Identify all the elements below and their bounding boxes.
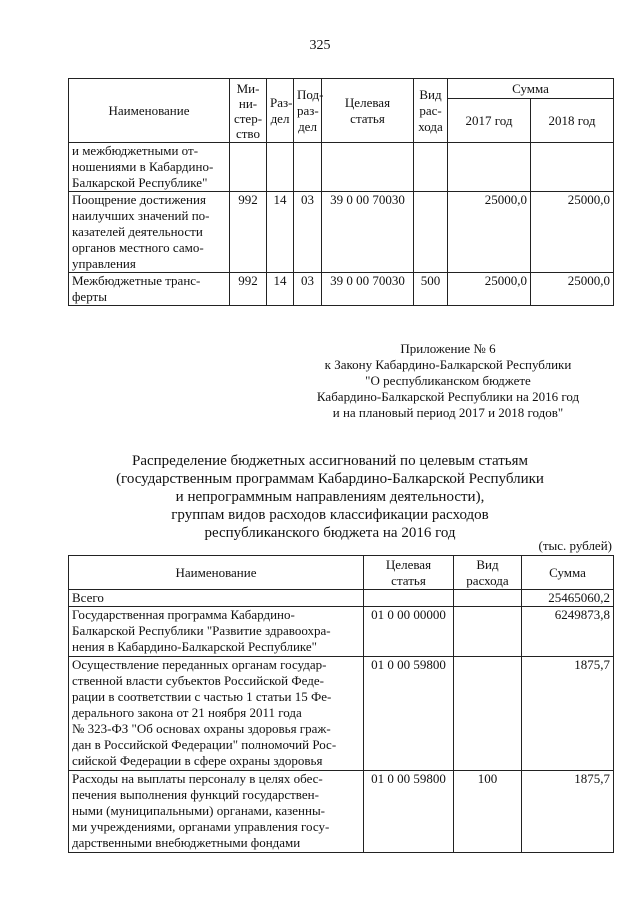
row-subsection: 03: [294, 192, 322, 273]
row-sum: 1875,7: [522, 771, 614, 853]
row-name: Государственная программа Кабардино- Балкарской Республики "Развитие здравоохра- нения в Кабардино-Балкарской Республике": [69, 607, 364, 657]
page-number: 325: [309, 38, 331, 53]
header-year-2018: 2018 год: [531, 99, 614, 143]
row-subsection: [294, 143, 322, 192]
row-expense-type: [454, 657, 522, 771]
row-section: 14: [267, 273, 294, 306]
table-row: [69, 143, 614, 192]
table-row: [69, 607, 614, 657]
annex-line: "О республиканском бюджете: [365, 373, 531, 388]
row-expense-type: [454, 607, 522, 657]
row-expense-type: 500: [414, 273, 448, 306]
header-target: Целевая статья: [322, 79, 414, 143]
annex-line: к Закону Кабардино-Балкарской Республики: [324, 357, 572, 372]
row-target: 01 0 00 00000: [364, 607, 454, 657]
row-name: Осуществление переданных органам государ- ственной власти субъектов Российской Феде- рации в соответствии с частью 1 статьи 15 Фе- дерального закона от 21 ноября 2011 года № 323-ФЗ "Об основах охраны здоровья граж- дан в Российской Федерации" полномочий Рос- сийской Федерации в сфере охраны здоровья: [69, 657, 364, 771]
row-2017: [448, 143, 531, 192]
header-name: Наименование: [69, 79, 230, 143]
header-ministry: Ми- ни- стер- ство: [230, 79, 267, 143]
row-section: 14: [267, 192, 294, 273]
header-section: Раз- дел: [267, 79, 294, 143]
row-name: Поощрение достижения наилучших значений по- казателей деятельности органов местного само- управления: [69, 192, 230, 273]
table-row: [69, 590, 614, 607]
row-target: [322, 143, 414, 192]
row-target: 39 0 00 70030: [322, 273, 414, 306]
row-sum: 1875,7: [522, 657, 614, 771]
row-expense-type: [414, 192, 448, 273]
row-target: [364, 590, 454, 607]
row-expense-type: 100: [454, 771, 522, 853]
table-row: [69, 273, 614, 306]
table-row: [69, 192, 614, 273]
header-sum: Сумма: [448, 79, 614, 99]
row-name: Всего: [69, 590, 364, 607]
row-2018: 25000,0: [531, 192, 614, 273]
row-target: 01 0 00 59800: [364, 771, 454, 853]
row-name: Расходы на выплаты персоналу в целях обес- печения выполнения функций государствен- ными (муниципальными) органами, казенны- ми учреждениями, органами управления госу- дарственными внебюджетными фондами: [69, 771, 364, 853]
header-name: Наименование: [69, 556, 364, 590]
annex-line: Приложение № 6: [400, 341, 496, 356]
title-line: группам видов расходов классификации расходов: [171, 507, 489, 523]
header-sum: Сумма: [522, 556, 614, 590]
row-2017: 25000,0: [448, 273, 531, 306]
row-2018: [531, 143, 614, 192]
header-expense-type: Вид рас- хода: [414, 79, 448, 143]
annex-line: и на плановый период 2017 и 2018 годов": [332, 405, 564, 420]
row-name: и межбюджетными от- ношениями в Кабардино- Балкарской Республике": [69, 143, 230, 192]
row-ministry: [230, 143, 267, 192]
header-expense-type: Вид расхода: [454, 556, 522, 590]
row-subsection: 03: [294, 273, 322, 306]
title-line: Распределение бюджетных ассигнований по целевым статьям: [132, 453, 528, 469]
header-subsection: Под- раз- дел: [294, 79, 322, 143]
row-ministry: 992: [230, 192, 267, 273]
header-year-2017: 2017 год: [448, 99, 531, 143]
annex-header: [298, 341, 598, 421]
row-name: Межбюджетные транс- ферты: [69, 273, 230, 306]
units-label: (тыс. рублей): [538, 538, 612, 553]
row-2017: 25000,0: [448, 192, 531, 273]
annex-line: Кабардино-Балкарской Республики на 2016 год: [316, 389, 580, 404]
row-expense-type: [454, 590, 522, 607]
title-line: (государственным программам Кабардино-Балкарской Республики: [116, 471, 544, 487]
row-section: [267, 143, 294, 192]
table-row: [69, 657, 614, 771]
title-line: республиканского бюджета на 2016 год: [204, 525, 456, 541]
title-line: и непрограммным направлениям деятельности),: [175, 489, 485, 505]
row-target: 01 0 00 59800: [364, 657, 454, 771]
header-target: Целевая статья: [364, 556, 454, 590]
document-title: [100, 452, 560, 542]
row-sum: 6249873,8: [522, 607, 614, 657]
row-sum: 25465060,2: [522, 590, 614, 607]
row-ministry: 992: [230, 273, 267, 306]
row-2018: 25000,0: [531, 273, 614, 306]
budget-table-continued: [68, 78, 614, 306]
row-expense-type: [414, 143, 448, 192]
budget-allocation-table: [68, 555, 614, 853]
table-row: [69, 771, 614, 853]
row-target: 39 0 00 70030: [322, 192, 414, 273]
